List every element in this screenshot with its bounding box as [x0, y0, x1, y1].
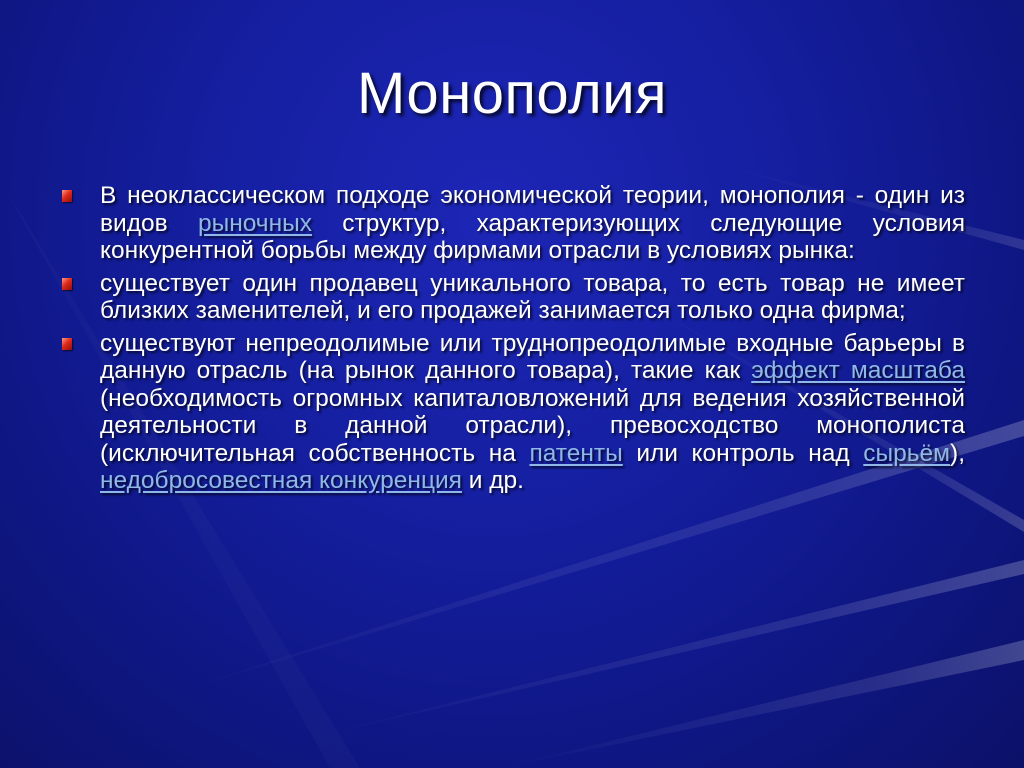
- link-market[interactable]: рыночных: [197, 209, 312, 237]
- square-bullet-icon: [62, 190, 72, 202]
- bullet-text: (необходимость огромных капиталовложений для ведения хозяйственной деятельности в данной отрасли), превосходство монополиста (исключительная собственность на: [100, 384, 965, 467]
- bullet-text: существует один продавец уникального товара, то есть товар не имеет близких заменителей, и его продажей занимается только одна фирма;: [100, 269, 965, 324]
- bullet-text: В неоклассическом подходе экономической теории, монополия - один из видов: [100, 182, 965, 237]
- bullet-item-definition: [60, 182, 965, 265]
- bullet-text: существуют непреодолимые или труднопреодолимые входные барьеры в данную отрасль (на рынок данного товара), такие как: [100, 329, 965, 384]
- square-bullet-icon: [62, 338, 72, 350]
- link-economies-of-scale[interactable]: эффект масштаба: [751, 357, 965, 384]
- slide-title: Монополия: [356, 61, 668, 126]
- link-unfair-competition[interactable]: недобросовестная конкуренция: [100, 467, 462, 494]
- square-bullet-icon: [62, 278, 72, 290]
- bullet-text: или контроль над: [622, 439, 864, 467]
- link-raw-materials[interactable]: сырьём: [863, 439, 951, 467]
- link-patents[interactable]: патенты: [529, 439, 623, 467]
- bullet-item-single-seller: [60, 270, 965, 325]
- bullet-text: структур, характеризующих следующие условия конкурентной борьбы между фирмами отрасли в условиях рынка:: [100, 209, 965, 264]
- bullet-text: и др.: [461, 467, 524, 494]
- bullet-list: [60, 182, 965, 500]
- bullet-text: ),: [950, 439, 965, 467]
- bullet-item-barriers: [60, 330, 965, 495]
